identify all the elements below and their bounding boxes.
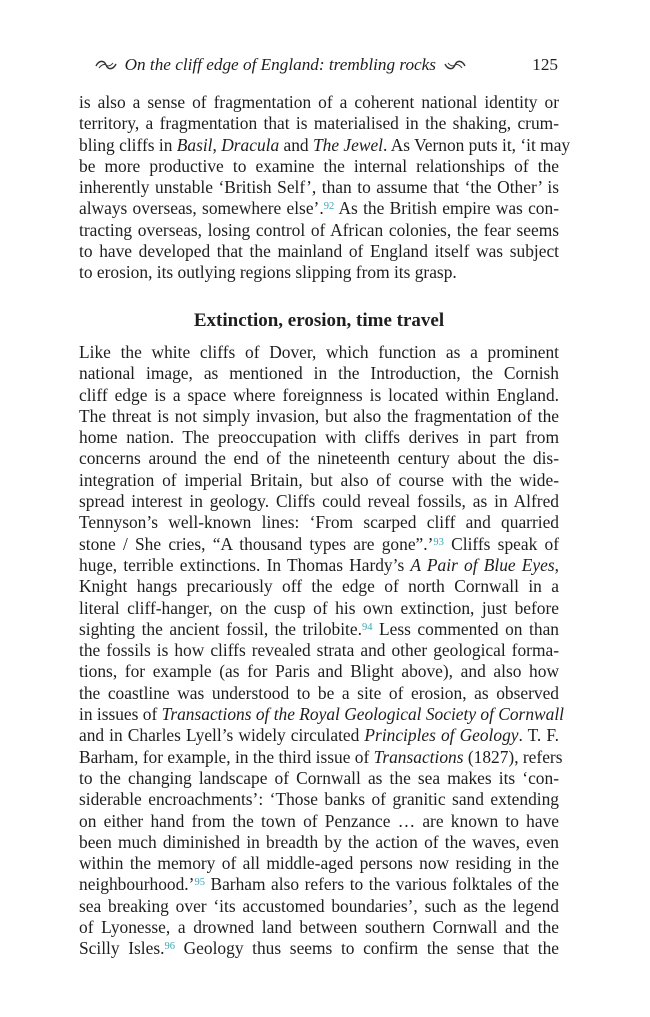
text-line: The threat is not simply invasion, but also the fragmentation of the <box>79 405 559 426</box>
text-line: always overseas, somewhere else’.$^{92}$ As the British empire was con- <box>79 198 559 219</box>
running-head <box>79 52 558 78</box>
text-line: neighbourhood.’$^{95}$ Barham also refers to the various folktales of the <box>79 874 559 895</box>
text-line: territory, a fragmentation that is materialised in the shaking, crum- <box>79 113 559 134</box>
text-line: spread interest in geology. Cliffs could reveal fossils, as in Alfred <box>79 491 559 512</box>
text-line: the coastline was understood to be a site of erosion, as observed <box>79 682 559 703</box>
paragraph-1 <box>79 92 571 284</box>
paragraph-2-text <box>79 342 564 960</box>
text-line: home nation. The preoccupation with cliffs derives in part from <box>79 427 559 448</box>
running-head-title-group <box>95 52 466 78</box>
text-line: sea breaking over ‘its accustomed boundaries’, such as the legend <box>79 895 559 916</box>
text-line: Barham, for example, in the third issue of Transactions (1827), refers <box>79 746 563 767</box>
text-line: within the memory of all middle-aged persons now residing in the <box>79 853 559 874</box>
text-line: to erosion, its outlying regions slipping from its grasp. <box>79 262 457 283</box>
text-line: sighting the ancient fossil, the trilobite.$^{94}$ Less commented on than <box>79 618 559 639</box>
italic-title: Basil <box>176 134 213 155</box>
text-line: been much diminished in breadth by the action of the waves, even <box>79 831 559 852</box>
right-ornament-icon <box>444 59 466 71</box>
italic-title: Principles of Geology <box>364 725 519 746</box>
footnote-ref[interactable]: 94 <box>361 621 373 633</box>
text-line: to the changing landscape of Cornwall as the sea makes its ‘con- <box>79 767 559 788</box>
italic-title: The Jewel <box>312 134 384 155</box>
footnote-ref[interactable]: 92 <box>323 201 335 213</box>
text-line: concerns around the end of the nineteenth century about the dis- <box>79 448 559 469</box>
text-line: literal cliff-hanger, on the cusp of his own extinction, just before <box>79 597 559 618</box>
text-line: Like the white cliffs of Dover, which function as a prominent <box>79 342 559 362</box>
text-line: huge, terrible extinctions. In Thomas Hardy’s A Pair of Blue Eyes, <box>79 554 559 575</box>
section-heading: Extinction, erosion, time travel <box>193 310 445 331</box>
text-line: is also a sense of fragmentation of a coherent national identity or <box>79 92 559 112</box>
paragraph-2 <box>79 342 564 960</box>
italic-title: Transactions of the Royal Geological Society of Cornwall <box>161 704 564 725</box>
text-line: and in Charles Lyell’s widely circulated Principles of Geology. T. F. <box>79 725 559 746</box>
running-head-title: On the cliff edge of England: trembling rocks <box>124 55 436 74</box>
text-line: national image, as mentioned in the Introduction, the Cornish <box>79 363 559 384</box>
italic-title: Dracula <box>221 134 280 155</box>
text-line: tracting overseas, losing control of African colonies, the fear seems <box>79 219 559 240</box>
text-line: to have developed that the mainland of England itself was subject <box>79 241 559 262</box>
text-line: of Lyonesse, a drowned land between southern Cornwall and the <box>79 917 559 938</box>
text-line: Knight hangs precariously off the edge of north Cornwall in a <box>79 576 559 597</box>
footnote-ref[interactable]: 96 <box>164 941 175 953</box>
footnote-ref[interactable]: 93 <box>433 536 444 548</box>
text-line: Tennyson’s well-known lines: ‘From scarped cliff and quarried <box>79 512 559 533</box>
text-line: on either hand from the town of Penzance … are known to have <box>79 810 559 831</box>
text-line: siderable encroachments’: ‘Those banks of granitic sand extending <box>79 789 559 810</box>
text-line: integration of imperial Britain, but also of course with the wide- <box>79 469 559 490</box>
text-line: in issues of Transactions of the Royal Geological Society of Cornwall <box>79 704 564 725</box>
italic-title: Transactions <box>373 746 464 767</box>
text-line: the fossils is how cliffs revealed strata and other geological forma- <box>79 640 559 661</box>
text-line: cliff edge is a space where foreignness is located within England. <box>79 384 559 405</box>
text-line: inherently unstable ‘British Self’, than to assume that ‘the Other’ is <box>79 177 559 198</box>
italic-title: A Pair of Blue Eyes <box>410 554 555 575</box>
text-line: Scilly Isles.$^{96}$ Geology thus seems to confirm the sense that the <box>79 938 560 959</box>
text-line: stone / She cries, “A thousand types are gone”.’$^{93}$ Cliffs speak of <box>79 533 559 554</box>
text-line: tions, for example (as for Paris and Blight above), and also how <box>79 661 559 682</box>
page-number: 125 <box>532 55 558 74</box>
text-line: bling cliffs in Basil, Dracula and The Jewel. As Vernon puts it, ‘it may <box>79 134 571 155</box>
left-ornament-icon <box>95 59 117 71</box>
footnote-ref[interactable]: 95 <box>194 877 205 889</box>
text-line: be more productive to examine the internal relationships of the <box>79 155 559 176</box>
paragraph-1-text <box>79 92 571 284</box>
